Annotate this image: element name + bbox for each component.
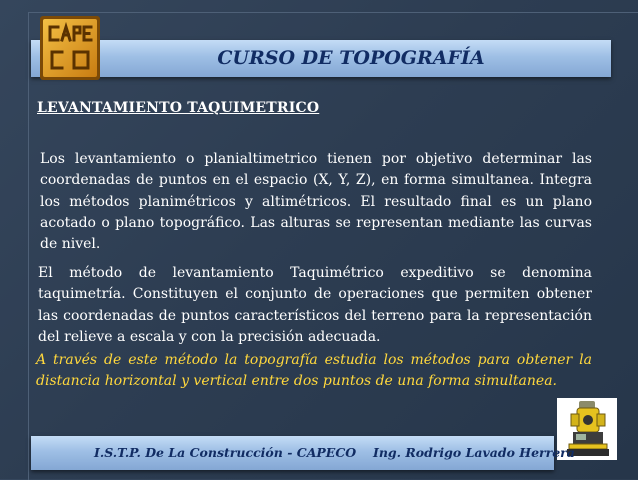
footer-bar [31,436,575,470]
section-heading: LEVANTAMIENTO TAQUIMETRICO [37,100,320,116]
footer-institution: I.S.T.P. De La Construcción - CAPECO [94,445,357,460]
slide-title: CURSO DE TOPOGRAFÍA [217,47,485,69]
capeco-logo-icon [38,14,102,82]
paragraph-taquimetria: El método de levantamiento Taquimétrico expeditivo se denomina taquimetría. Constituyen el conjunto de operaciones que permiten obtener las coordenadas de puntos característicos del terreno para la representación del relieve a escala y con la precisión adecuada. [38,265,592,345]
footer-author: Ing. Rodrigo Lavado Herrera [373,445,575,460]
paragraph-planialtimetrico: Los levantamiento o planialtimetrico tienen por objetivo determinar las coordenadas de puntos en el espacio (X, Y, Z), en forma simultanea. Integra los métodos planimétricos y altimétricos. El resultado final es un plano acotado o plano topográfico. Las alturas se representan mediante las curvas de nivel. [40,151,592,253]
title-bar [31,40,611,77]
highlight-paragraph: A través de este método la topografía estudia los métodos para obtener la distancia horizontal y vertical entre dos puntos de una forma simultanea. [36,352,592,389]
